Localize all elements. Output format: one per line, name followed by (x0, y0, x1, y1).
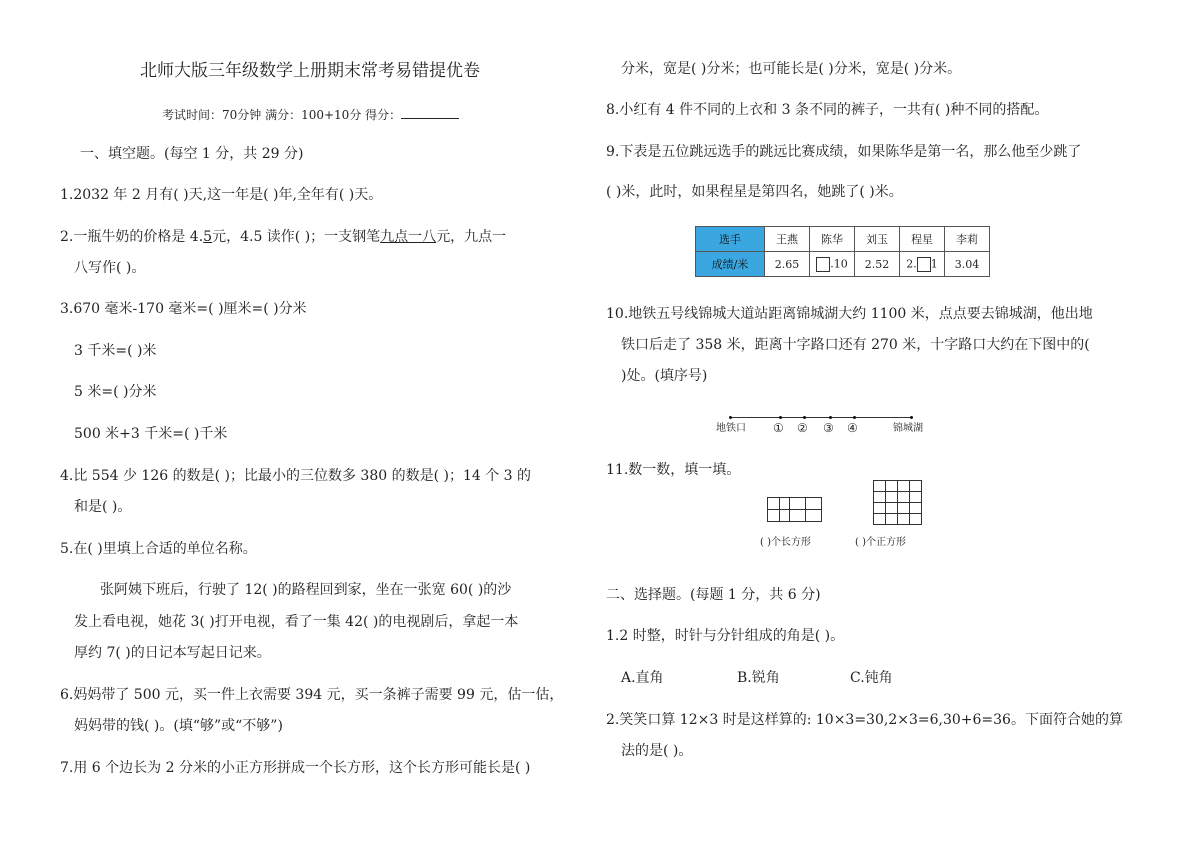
question-7-continued: 分米，宽是( )分米；也可能长是( )分米，宽是( )分米。 (621, 61, 962, 77)
table-header-score: 成绩/米 (696, 252, 765, 277)
question-11: 11.数一数，填一填。 (606, 462, 741, 478)
digit-box[interactable] (917, 257, 931, 272)
exam-title: 北师大版三年级数学上册期末常考易错提优卷 (140, 61, 480, 81)
question-2 (60, 228, 506, 246)
question-1: 1.2032 年 2 月有( )天,这一年是( )年,全年有( )天。 (60, 187, 383, 203)
question-6: 6.妈妈带了 500 元，买一件上衣需要 394 元，买一条裤子需要 99 元，估一估， (60, 687, 564, 703)
table-cell: 2.52 (855, 252, 900, 277)
table-cell-text: .10 (830, 257, 848, 270)
question-5-line-3: 发上看电视，她花 3( )打开电视，看了一集 42( )的电视剧后，拿起一本 (74, 614, 519, 630)
question-2-line-2: 八写作( )。 (74, 260, 146, 276)
exam-info (162, 106, 459, 124)
question-2-part-a: 2.一瓶牛奶的价格是 4. (60, 229, 204, 245)
jump-score-table (695, 226, 990, 277)
question-3: 3.670 毫米-170 毫米=( )厘米=( )分米 (60, 301, 307, 317)
question-5-line-4: 厚约 7( )的日记本写起日记来。 (74, 645, 271, 661)
question-3-line-3: 5 米=( )分米 (74, 384, 157, 400)
square-grid-figure (873, 480, 923, 526)
option-c[interactable]: C.钝角 (850, 670, 893, 686)
subway-exit-label: 地铁口 (716, 423, 746, 434)
choice-question-1: 1.2 时整，时针与分针组成的角是( )。 (606, 628, 845, 644)
table-cell (810, 252, 855, 277)
mark-2: ② (797, 421, 808, 435)
table-row (696, 252, 990, 277)
option-a[interactable]: A.直角 (621, 670, 664, 686)
section-one-heading: 一、填空题。(每空 1 分，共 29 分) (80, 146, 304, 162)
table-cell-text: 1 (930, 257, 938, 270)
mark-4: ④ (847, 421, 858, 435)
table-cell-text: 2. (906, 257, 917, 270)
lake-label: 锦城湖 (893, 423, 923, 434)
question-5-line-2: 张阿姨下班后，行驶了 12( )的路程回到家，坐在一张宽 60( )的沙 (100, 582, 512, 598)
choice-question-2: 2.笑笑口算 12×3 时是这样算的: 10×3=30,2×3=6,30+6=36。下面符合她的算 (606, 712, 1123, 728)
table-cell: 2.65 (765, 252, 810, 277)
question-2-underline-a: 5 (203, 229, 213, 245)
question-10: 10.地铁五号线锦城大道站距离锦城湖大约 1100 米，点点要去锦城湖，他出地 (606, 306, 1093, 322)
question-10-line-3: )处。(填序号) (621, 368, 708, 384)
table-cell: 李莉 (945, 227, 990, 252)
question-8: 8.小红有 4 件不同的上衣和 3 条不同的裤子，一共有( )种不同的搭配。 (606, 102, 1049, 118)
question-7: 7.用 6 个边长为 2 分米的小正方形拼成一个长方形，这个长方形可能长是( ) (60, 760, 531, 776)
option-b[interactable]: B.锐角 (737, 670, 780, 686)
line-point (910, 416, 913, 419)
question-3-line-4: 500 米+3 千米=( )千米 (74, 426, 228, 442)
table-cell: 刘玉 (855, 227, 900, 252)
table-cell (900, 252, 945, 277)
table-cell: 3.04 (945, 252, 990, 277)
question-2-part-c: 元，九点一 (436, 229, 507, 245)
question-4-line-2: 和是( )。 (74, 499, 132, 515)
line-point (729, 416, 732, 419)
table-cell: 王燕 (765, 227, 810, 252)
table-cell: 程星 (900, 227, 945, 252)
question-4: 4.比 554 少 126 的数是( )；比最小的三位数多 380 的数是( )；14 个 3 的 (60, 468, 532, 484)
question-6-line-2: 妈妈带的钱( )。(填“够”或“不够”) (74, 718, 283, 734)
table-row (696, 227, 990, 252)
digit-box[interactable] (816, 257, 830, 272)
choice-question-2-line-2: 法的是( )。 (621, 743, 693, 759)
rectangle-count-caption: ( )个长方形 (760, 537, 811, 548)
question-2-part-b: 元，4.5 读作( )；一支钢笔 (212, 229, 381, 245)
question-3-line-2: 3 千米=( )米 (74, 343, 157, 359)
section-two-heading: 二、选择题。(每题 1 分，共 6 分) (606, 587, 821, 603)
square-count-caption: ( )个正方形 (855, 537, 906, 548)
exam-info-text: 考试时间：70分钟 满分：100+10分 得分： (162, 108, 402, 122)
question-9-line-2: ( )米，此时，如果程星是第四名，她跳了( )米。 (606, 184, 903, 200)
question-2-underline-b: 九点一八 (380, 229, 437, 245)
score-blank[interactable] (401, 106, 459, 119)
table-cell: 陈华 (810, 227, 855, 252)
rectangle-count-figure (767, 497, 823, 523)
question-5: 5.在( )里填上合适的单位名称。 (60, 541, 257, 557)
mark-1: ① (773, 421, 784, 435)
question-10-line-2: 铁口后走了 358 米，距离十字路口还有 270 米，十字路口大约在下图中的( (621, 337, 1090, 353)
table-header-player: 选手 (696, 227, 765, 252)
distance-line (730, 417, 912, 418)
mark-3: ③ (823, 421, 834, 435)
question-9: 9.下表是五位跳远选手的跳远比赛成绩，如果陈华是第一名，那么他至少跳了 (606, 144, 1082, 160)
